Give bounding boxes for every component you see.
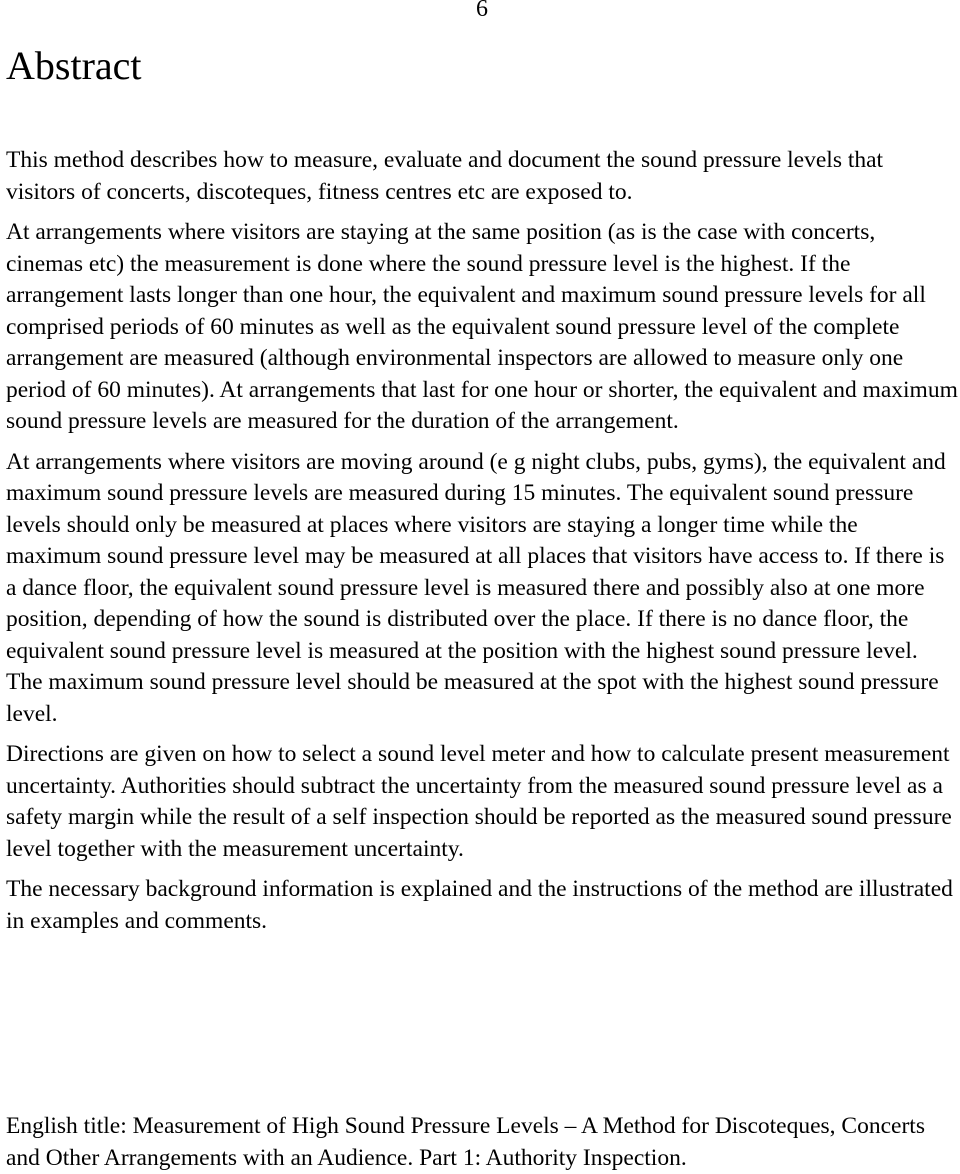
abstract-body — [6, 145, 958, 937]
page-number: 6 — [476, 0, 488, 22]
paragraph-2: At arrangements where visitors are staying at the same position (as is the case with concerts, cinemas etc) the measurement is done where the sound pressure level is the highest. If the arrangement lasts longer than one hour, the equivalent and maximum sound pressure levels for all comprised periods of 60 minutes as well as the equivalent sound pressure level of the complete arrangement are measured (although environmental inspectors are allowed to measure only one period of 60 minutes). At arrangements that last for one hour or shorter, the equivalent and maximum sound pressure levels are measured for the duration of the arrangement. — [6, 219, 958, 434]
paragraph-1: This method describes how to measure, evaluate and document the sound pressure levels that visitors of concerts, discoteques, fitness centres etc are exposed to. — [6, 147, 884, 205]
paragraph-5: The necessary background information is explained and the instructions of the method are illustrated in examples and comments. — [6, 876, 953, 934]
paragraph-3: At arrangements where visitors are moving around (e g night clubs, pubs, gyms), the equivalent and maximum sound pressure levels are measured during 15 minutes. The equivalent sound pressure levels should only be measured at places where visitors are staying a longer time while the maximum sound pressure level may be measured at all places that visitors have access to. If there is a dance floor, the equivalent sound pressure level is measured there and possibly also at one more position, depending of how the sound is distributed over the place. If there is no dance floor, the equivalent sound pressure level is measured at the position with the highest sound pressure level. The maximum sound pressure level should be measured at the spot with the highest sound pressure level. — [6, 448, 946, 727]
section-heading: Abstract — [6, 43, 142, 88]
paragraph-4: Directions are given on how to select a sound level meter and how to calculate present measurement uncertainty. Authorities should subtract the uncertainty from the measured sound pressure level as a safety margin while the result of a self inspection should be reported as the measured sound pressure level together with the measurement uncertainty. — [6, 741, 952, 862]
english-title: English title: Measurement of High Sound Pressure Levels – A Method for Discoteques, Concerts and Other Arrangements with an Audience. Part 1: Authority Inspection. — [6, 1113, 925, 1171]
